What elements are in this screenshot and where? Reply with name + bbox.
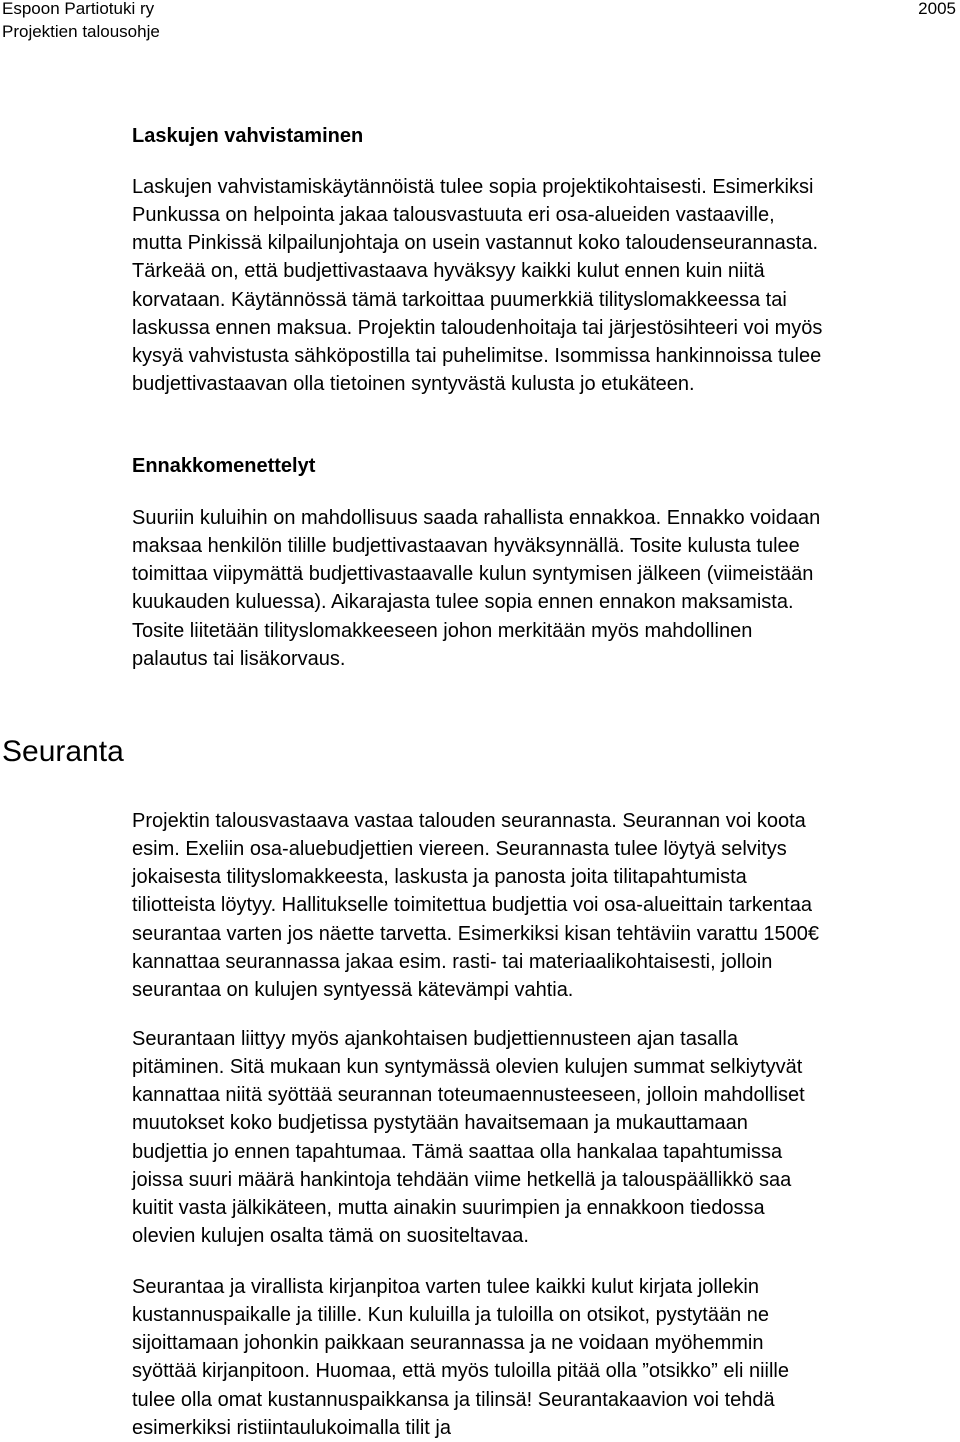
text-line: pitäminen. Sitä mukaan kun syntymässä olevien kulujen summat selkiytyvät: [132, 1056, 803, 1079]
text-line: tiliotteista löytyy. Hallitukselle toimitettua budjettia voi osa-alueittain tarkentaa: [132, 894, 812, 917]
text-line: mutta Pinkissä kilpailunjohtaja on usein vastannut koko taloudenseurannasta.: [132, 232, 818, 255]
text-line: Laskujen vahvistamiskäytännöistä tulee sopia projektikohtaisesti. Esimerkiksi: [132, 176, 814, 198]
text-line: syöttää kirjanpitoon. Huomaa, että myös tuloilla pitää olla ”otsikko” eli niille: [132, 1360, 789, 1383]
text-line: Seurantaan liittyy myös ajankohtaisen budjettiennusteen ajan tasalla: [132, 1028, 738, 1050]
text-line: budjettivastaavan olla tietoinen syntyvästä kulusta jo etukäteen.: [132, 372, 695, 395]
text-line: esimerkiksi ristiintaulukoimalla tilit ja: [132, 1416, 451, 1439]
text-line: tulee olla omat kustannuspaikkansa ja tilinsä! Seurantakaavion voi tehdä: [132, 1388, 775, 1411]
monitoring-heading: Seuranta: [2, 735, 124, 768]
text-line: esim. Exeliin osa-aluebudjettien viereen. Seurannasta tulee löytyä selvitys: [132, 838, 787, 861]
text-line: korvataan. Käytännössä tämä tarkoittaa puumerkkiä tilityslomakkeessa tai: [132, 288, 787, 311]
header-organization: Espoon Partiotuki ry: [2, 0, 155, 18]
header-year: 2005: [918, 0, 956, 18]
text-line: joissa suuri määrä hankintoja tehdään viime hetkellä ja talouspäällikkö saa: [132, 1168, 792, 1191]
text-line: toimittaa viipymättä budjettivastaavalle kulun syntymisen jälkeen (viimeistään: [132, 563, 814, 586]
text-line: Projektin talousvastaava vastaa talouden seurannasta. Seurannan voi koota: [132, 810, 806, 832]
text-line: olevien kulujen osalta tämä on suositeltavaa.: [132, 1224, 529, 1247]
text-line: jokaisesta tilityslomakkeesta, laskusta ja panosta joita tilitapahtumista: [132, 866, 747, 889]
invoices-paragraph: [132, 173, 958, 398]
monitoring-paragraph-1: [132, 807, 958, 1004]
advances-heading: Ennakkomenettelyt: [132, 455, 316, 477]
text-line: Suuriin kuluihin on mahdollisuus saada rahallista ennakkoa. Ennakko voidaan: [132, 507, 821, 529]
invoices-heading: Laskujen vahvistaminen: [132, 125, 364, 147]
advances-paragraph: [132, 504, 958, 673]
monitoring-paragraph-3: [132, 1273, 958, 1442]
text-line: kuukauden kuluessa). Aikarajasta tulee sopia ennen ennakon maksamista.: [132, 591, 794, 614]
text-line: muutokset koko budjetissa pystytään havaitsemaan ja mukauttamaan: [132, 1112, 748, 1135]
text-line: budjettia jo ennen tapahtumaa. Tämä saattaa olla hankalaa tapahtumissa: [132, 1140, 783, 1163]
text-line: laskussa ennen maksua. Projektin taloudenhoitaja tai järjestösihteeri voi myös: [132, 316, 823, 339]
text-line: seurantaa on kulujen syntyessä kätevämpi vahtia.: [132, 978, 574, 1001]
text-line: kysyä vahvistusta sähköpostilla tai puhelimitse. Isommissa hankinnoissa tulee: [132, 344, 822, 367]
text-line: kannattaa niitä syöttää seurannan toteumaennusteeseen, jolloin mahdolliset: [132, 1084, 805, 1107]
page-header: [0, 0, 960, 48]
text-line: palautus tai lisäkorvaus.: [132, 647, 346, 670]
text-line: seurantaa varten jos näette tarvetta. Esimerkiksi kisan tehtäviin varattu 1500€: [132, 922, 820, 945]
text-line: kannattaa seurannassa jakaa esim. rasti- tai materiaalikohtaisesti, jolloin: [132, 950, 773, 973]
monitoring-paragraph-2: [132, 1025, 958, 1250]
text-line: Seurantaa ja virallista kirjanpitoa varten tulee kaikki kulut kirjata jollekin: [132, 1276, 759, 1298]
text-line: maksaa henkilön tilille budjettivastaavan hyväksynnällä. Tosite kulusta tulee: [132, 535, 800, 558]
text-line: Tosite liitetään tilityslomakkeeseen johon merkitään myös mahdollinen: [132, 619, 753, 642]
text-line: sijoittamaan johonkin paikkaan seurannassa ja ne voidaan myöhemmin: [132, 1332, 764, 1355]
header-document-title: Projektien talousohje: [2, 22, 160, 41]
text-line: Punkussa on helpointa jakaa talousvastuuta eri osa-alueiden vastaaville,: [132, 204, 775, 227]
text-line: Tärkeää on, että budjettivastaava hyväksyy kaikki kulut ennen kuin niitä: [132, 260, 765, 283]
text-line: kustannuspaikalle ja tilille. Kun kuluilla ja tuloilla on otsikot, pystytään ne: [132, 1304, 770, 1327]
text-line: kuitit vasta jälkikäteen, mutta ainakin suurimpien ja ennakkoon tiedossa: [132, 1196, 765, 1219]
